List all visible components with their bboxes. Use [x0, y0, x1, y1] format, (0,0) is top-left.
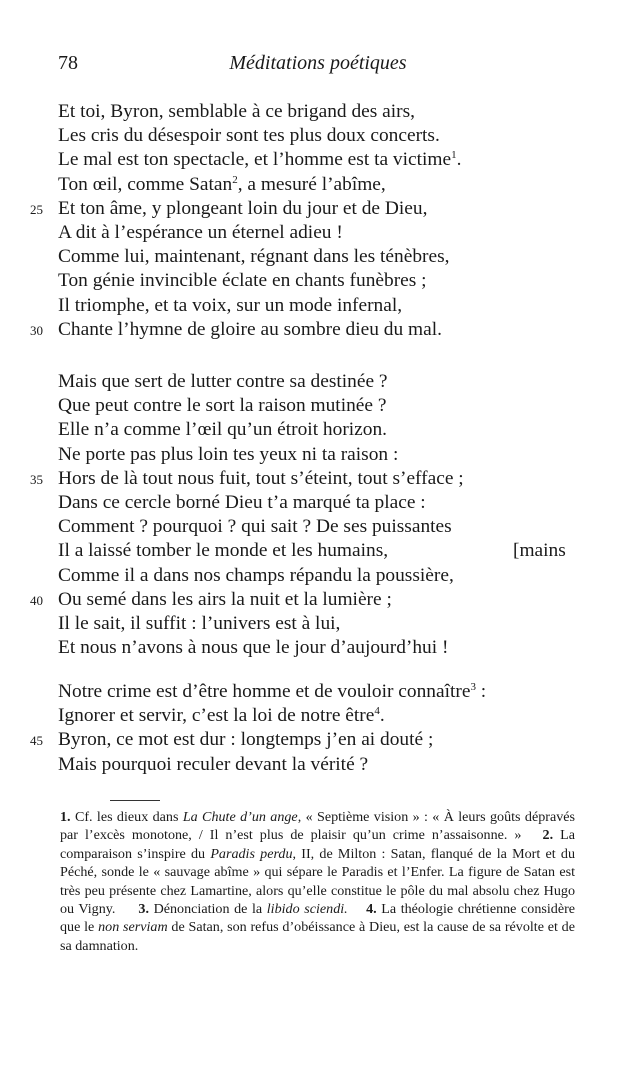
- footnote-2: 2. La comparaison s’inspire du Paradis perdu, II, de Milton : Satan, flanqué de la Mort et du Péché, sonde le « sauvage abîme » qui sépare le Paradis et l’Enfer. La figure de Satan est très peu présente chez Lamartine, alors qu’elle constitue le pôle du mal absolu chez Hugo ou Vigny.: [60, 827, 575, 918]
- verse-line: [0, 418, 630, 442]
- verse-text: Dans ce cercle borné Dieu t’a marqué ta place :: [58, 491, 426, 513]
- verse-text: Comme lui, maintenant, régnant dans les ténèbres,: [58, 246, 450, 268]
- verse-line: [0, 269, 630, 293]
- carry-over-word: [mains: [513, 540, 566, 562]
- verse-line: [0, 564, 630, 588]
- verse-text: Ton œil, comme Satan$^2$, a mesuré l’abîme,: [58, 173, 386, 195]
- verse-text: A dit à l’espérance un éternel adieu !: [58, 221, 343, 243]
- stanza: [0, 100, 630, 342]
- line-number: 35: [30, 471, 43, 487]
- verse-line: [0, 636, 630, 660]
- line-number: 30: [30, 322, 43, 338]
- line-number: 40: [30, 592, 43, 608]
- verse-text: Il le sait, il suffit : l’univers est à lui,: [58, 612, 341, 634]
- footnote-ref[interactable]: 3: [470, 681, 476, 693]
- footnote-1: 1. Cf. les dieux dans La Chute d’un ange, « Septième vision » : « À leurs goûts dépravés par l’excès monotone, / Il n’est plus de plaisir qu’un crime n’assaisonne. »: [60, 809, 575, 844]
- verse-line: [0, 318, 630, 342]
- line-number: 45: [30, 733, 43, 749]
- stanza: [0, 370, 630, 660]
- verse-text: Il triomphe, et ta voix, sur un mode infernal,: [58, 294, 403, 316]
- verse-line: [0, 221, 630, 245]
- verse-text: Mais que sert de lutter contre sa destinée ?: [58, 371, 388, 392]
- verse-line: [0, 245, 630, 269]
- running-title: Méditations poétiques: [229, 52, 407, 74]
- verse-text: Comment ? pourquoi ? qui sait ? De ses puissantes: [58, 516, 452, 538]
- footnote-ref[interactable]: 1: [451, 149, 457, 162]
- verse-text: Byron, ce mot est dur : longtemps j’en ai douté ;: [58, 729, 434, 751]
- verse-line: [0, 148, 630, 172]
- verse-line: [0, 491, 630, 515]
- verse-line: [0, 728, 630, 752]
- verse-line: [0, 443, 630, 467]
- verse-text: Comme il a dans nos champs répandu la poussière,: [58, 564, 454, 586]
- verse-line: [0, 612, 630, 636]
- verse-text: Ignorer et servir, c’est la loi de notre être$^4$.: [58, 705, 385, 727]
- footnote-4: 4. La théologie chrétienne considère que le non serviam de Satan, son refus d’obéissance à Dieu, est la cause de sa révolte et de sa damnation.: [60, 901, 576, 954]
- verse-line: [0, 370, 630, 394]
- verse-line: [0, 515, 630, 539]
- verse-text: Ne porte pas plus loin tes yeux ni ta raison :: [58, 443, 399, 465]
- verse-text: Ton génie invincible éclate en chants funèbres ;: [58, 270, 427, 292]
- page-header: [58, 52, 578, 82]
- verse-line: [0, 394, 630, 418]
- footnote-3: 3. Dénonciation de la libido sciendi.: [138, 901, 348, 918]
- verse-text: Et nous n’avons à nous que le jour d’aujourd’hui !: [58, 637, 449, 659]
- verse-line: [0, 197, 630, 221]
- verse-text: Hors de là tout nous fuit, tout s’éteint, tout s’efface ;: [58, 467, 464, 489]
- verse-text: Chante l’hymne de gloire au sombre dieu du mal.: [58, 318, 442, 340]
- verse-text: Et ton âme, y plongeant loin du jour et de Dieu,: [58, 197, 428, 219]
- footnote-ref[interactable]: 4: [374, 705, 380, 718]
- verse-text: Mais pourquoi reculer devant la vérité ?: [58, 753, 369, 775]
- verse-text: Il a laissé tomber le monde et les humains,: [58, 540, 389, 562]
- verse-line: [0, 100, 630, 124]
- verse-line: [0, 294, 630, 318]
- verse-line: [0, 704, 630, 728]
- verse-text: Et toi, Byron, semblable à ce brigand des airs,: [58, 101, 416, 122]
- page-number: 78: [58, 52, 78, 74]
- verse-line: [0, 539, 630, 563]
- verse-line: [0, 173, 630, 197]
- footnotes: [60, 808, 575, 955]
- verse-text: Le mal est ton spectacle, et l’homme est ta victime$^1$.: [58, 149, 462, 171]
- verse-line: [0, 124, 630, 148]
- line-number: 25: [30, 201, 43, 217]
- verse-text: Les cris du désespoir sont tes plus doux concerts.: [58, 125, 440, 147]
- verse-line: [0, 680, 630, 704]
- verse-text: Notre crime est d’être homme et de vouloir connaître$^3$ :: [58, 681, 487, 702]
- verse-text: Que peut contre le sort la raison mutinée ?: [58, 395, 387, 417]
- stanza: [0, 680, 630, 777]
- verse-text: Elle n’a comme l’œil qu’un étroit horizon.: [58, 419, 388, 441]
- footnote-rule: [110, 800, 160, 801]
- verse-line: [0, 467, 630, 491]
- verse-line: [0, 753, 630, 777]
- verse-line: [0, 588, 630, 612]
- footnote-ref[interactable]: 2: [232, 173, 238, 186]
- verse-text: Ou semé dans les airs la nuit et la lumière ;: [58, 588, 392, 610]
